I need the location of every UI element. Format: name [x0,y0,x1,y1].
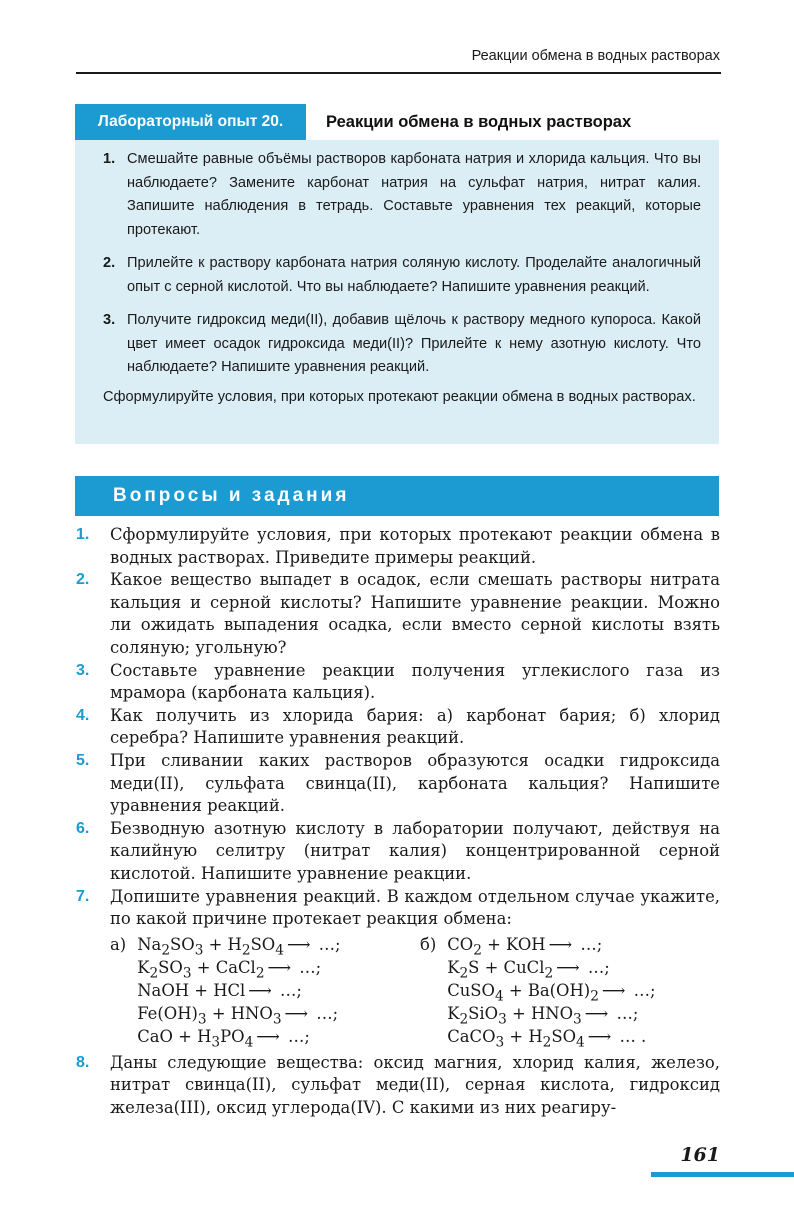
question-text: При сливании каких растворов образуются осадки гидроксида меди(II), сульфата свинца(II), карбоната кальция? Напишите уравнения реакций. [110,750,720,816]
reaction-arrow-icon: ⟶ [584,1003,609,1023]
equation-line [110,933,341,956]
equation-formula: $Fe(OH)_3 + HNO_3$ [132,1003,282,1027]
equation-tail: …; [628,980,656,1000]
question-number: 7. [76,887,90,905]
reaction-arrow-icon: ⟶ [548,934,573,954]
equation-tail: …; [282,1026,310,1046]
equation-line [110,1002,341,1025]
equation-tail: …; [611,1003,639,1023]
question-number: 5. [76,751,90,769]
lab-item [103,309,701,380]
lab-box [75,104,719,444]
question-text: Допишите уравнения реакций. В каждом отдельном случае укажите, по какой причине протекает реакция обмена: [110,886,720,929]
equation-formula: $Na_2SO_3 + H_2SO_4$ [132,934,284,958]
equation-line [110,956,341,979]
question-item [76,886,720,931]
question-item [76,818,720,886]
reaction-arrow-icon: ⟶ [284,1003,309,1023]
equations-right-column [420,933,656,1048]
question-item [76,524,720,569]
equation-line [420,933,656,956]
reaction-arrow-icon: ⟶ [556,957,580,977]
question-text: Безводную азотную кислоту в лаборатории получают, действуя на калийную селитру (нитрат калия) концентрированной серной кислотой. Напишите уравнение реакции. [110,818,720,883]
lab-tag: Лабораторный опыт 20. [75,104,306,140]
equation-formula: $K_2SiO_3 + HNO_3$ [442,1003,582,1027]
header-rule [76,72,721,74]
equation-label: а) [110,934,127,954]
equation-formula: CaCO$_3$ + $H_2SO_4$ [442,1026,585,1050]
lab-list [103,148,701,390]
lab-item [103,148,701,242]
lab-item-number: 3. [103,312,116,328]
lab-item-text: Получите гидроксид меди(II), добавив щёлочь к раствору медного купороса. Какой цвет имеет осадок гидроксида меди(II)? Прилейте к нему азотную кислоту. Что наблюдаете? Напишите уравнения реакций. [127,312,701,375]
question-item [76,750,720,818]
question-item [76,660,720,705]
question-item [76,705,720,750]
equation-line [420,1025,656,1048]
equation-line [110,1025,341,1048]
reaction-arrow-icon: ⟶ [267,957,292,977]
question-number: 3. [76,661,90,679]
equation-label: б) [420,934,437,954]
question-number: 1. [76,526,90,543]
question-text: Как получить из хлорида бария: а) карбонат бария; б) хлорид серебра? Напишите уравнения реакций. [110,705,720,748]
question-text: Какое вещество выпадет в осадок, если смешать растворы нитрата кальция и серной кислоты? Напишите уравнение реакции. Можно ли ожидать выпадения осадка, если вместо серной кислоты взять соляную; угольную? [110,570,720,657]
section-title: Вопросы и задания [113,485,350,506]
equation-tail: …; [575,934,603,954]
question-text: Сформулируйте условия, при которых протекают реакции обмена в водных растворах. Приведите примеры реакций. [110,525,720,567]
equation-tail: … . [614,1026,647,1046]
equation-line [420,979,656,1002]
question-item [76,1052,720,1120]
reaction-arrow-icon: ⟶ [256,1026,280,1046]
equation-tail: …; [294,957,322,977]
equation-line [420,1002,656,1025]
question-number: 4. [76,706,90,724]
equation-tail: …; [274,980,302,1000]
footer-rule [651,1172,794,1177]
lab-item [103,252,701,299]
equation-formula: $CO_2$ + KOH [442,934,546,958]
equation-formula: $K_2S$ + CuCl$_2$ [442,957,554,981]
equation-tail: …; [313,934,341,954]
reaction-arrow-icon: ⟶ [248,980,272,1000]
equation-tail: …; [582,957,610,977]
reaction-arrow-icon: ⟶ [286,934,311,954]
lab-summary: Сформулируйте условия, при которых протекают реакции обмена в водных растворах. [103,389,696,405]
lab-item-text: Смешайте равные объёмы растворов карбоната натрия и хлорида кальция. Что вы наблюдаете? Замените карбонат натрия на сульфат натрия, нитрат калия. Запишите наблюдения в тетрадь. Составьте уравнения тех реакций, которые протекают. [127,151,701,238]
question-text: Даны следующие вещества: оксид магния, хлорид калия, железо, нитрат свинца(II), сульфат меди(II), серная кислота, гидроксид железа(III), оксид углерода(IV). С какими из них реагиру- [110,1052,720,1117]
questions-list [76,524,720,1119]
equation-formula: CuSO$_4$ + $Ba(OH)_2$ [442,980,599,1004]
question-number: 6. [76,819,90,837]
equation-line [420,956,656,979]
lab-item-number: 1. [103,151,116,167]
question-number: 2. [76,571,90,589]
equation-formula: NaOH + HCl [132,980,246,1000]
running-header: Реакции обмена в водных растворах [471,48,720,64]
reaction-arrow-icon: ⟶ [601,980,626,1000]
reaction-arrow-icon: ⟶ [587,1026,612,1046]
equation-line [110,979,341,1002]
equation-formula: CaO + $H_3PO_4$ [132,1026,254,1050]
lab-title: Реакции обмена в водных растворах [326,104,719,140]
equations-left-column [110,933,341,1048]
lab-item-text: Прилейте к раствору карбоната натрия соляную кислоту. Проделайте аналогичный опыт с серной кислотой. Что вы наблюдаете? Напишите уравнения реакций. [127,255,701,295]
page-number: 161 [680,1144,720,1166]
equations-block [110,933,720,1050]
equation-formula: $K_2SO_3$ + CaCl$_2$ [132,957,265,981]
section-bar [75,476,719,516]
question-number: 8. [76,1053,90,1071]
question-item [76,569,720,659]
equation-tail: …; [311,1003,339,1023]
question-text: Составьте уравнение реакции получения углекислого газа из мрамора (карбоната кальция). [110,660,720,703]
lab-item-number: 2. [103,255,116,271]
